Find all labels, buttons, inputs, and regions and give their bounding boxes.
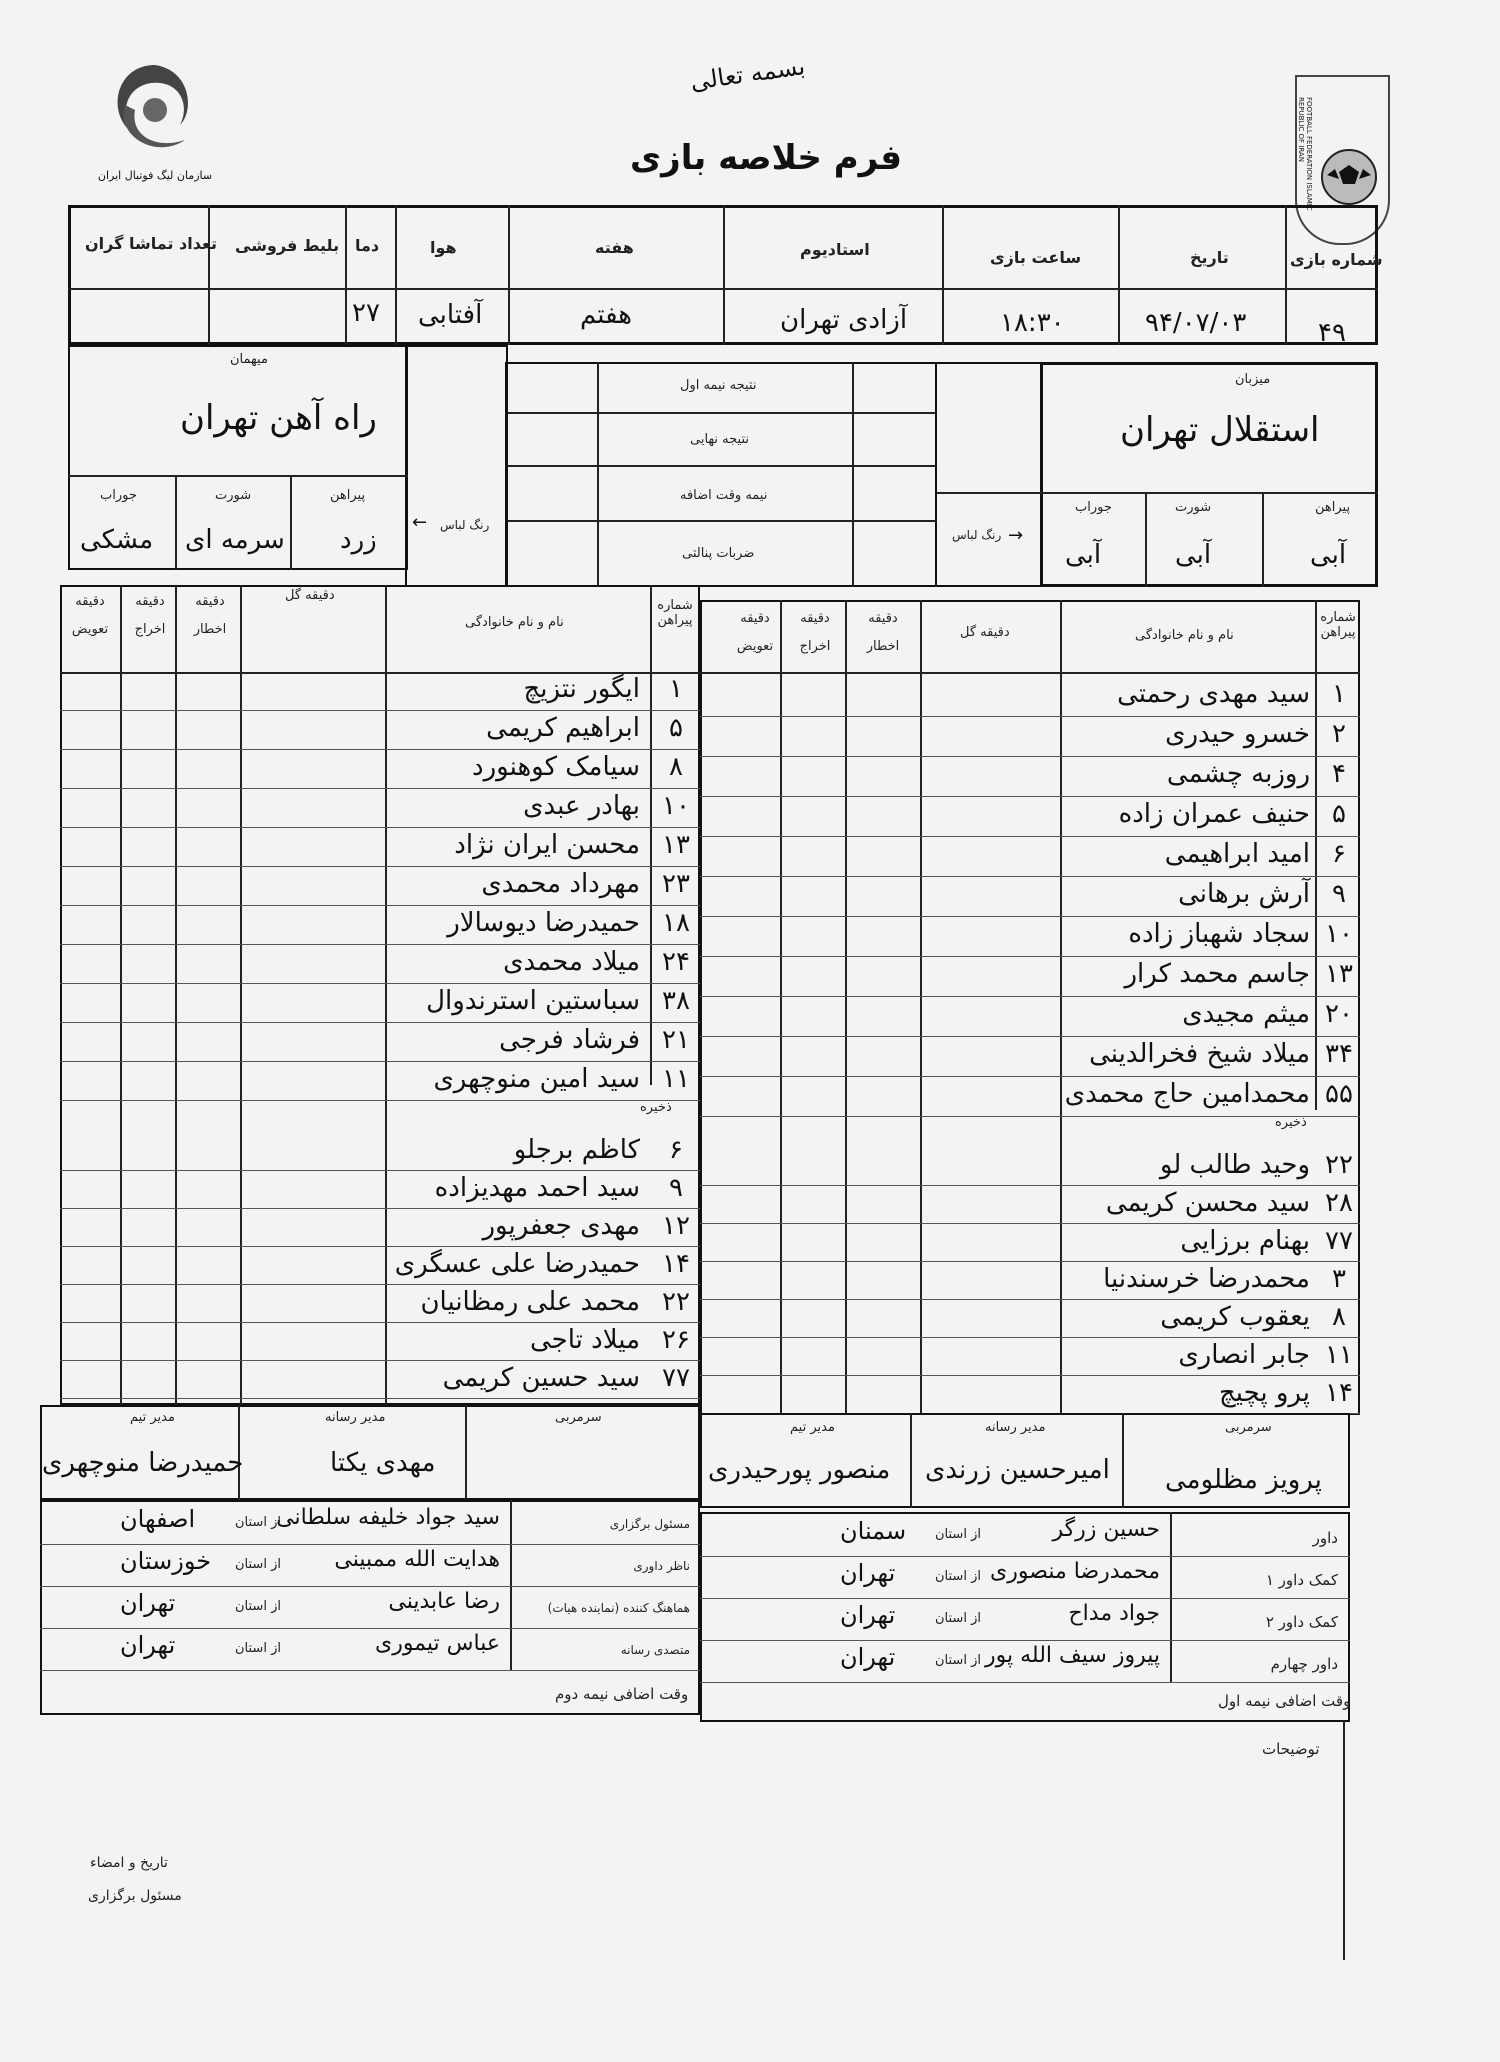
referee-row <box>700 1515 1350 1557</box>
from-province-label: از استان <box>235 1515 281 1530</box>
guest-shirt-label: پیراهن <box>330 488 366 503</box>
shirt-number: ۹ <box>669 1173 683 1203</box>
from-province-label: از استان <box>935 1653 981 1668</box>
shirt-number: ۵ <box>1332 799 1346 829</box>
organizer-row <box>40 1587 700 1629</box>
result-final: نتیجه نهایی <box>690 432 749 447</box>
referee-row <box>700 1641 1350 1683</box>
referee-role: کمک داور ۱ <box>1265 1571 1338 1589</box>
league-logo-text: سازمان لیگ فوتبال ایران <box>97 169 213 182</box>
host-socks-value: آبی <box>1065 540 1102 570</box>
host-manager-value: منصور پورحیدری <box>708 1455 891 1485</box>
organizer-province: تهران <box>120 1589 176 1617</box>
label-weather: هوا <box>430 238 457 257</box>
player-name: سید مهدی رحمتی <box>1117 679 1310 709</box>
player-name: مهدی جعفرپور <box>482 1211 640 1241</box>
page-right-border <box>1343 1720 1345 1960</box>
player-name: خسرو حیدری <box>1165 719 1310 749</box>
from-province-label: از استان <box>235 1557 281 1572</box>
shirt-number: ۵۵ <box>1325 1079 1353 1109</box>
guest-media-value: مهدی یکتا <box>330 1448 436 1478</box>
referee-name: حسین زرگر <box>1052 1517 1160 1542</box>
guest-reserve-row <box>60 1209 700 1247</box>
host-media-value: امیرحسین زرندی <box>925 1455 1110 1485</box>
guest-player-row <box>60 984 700 1023</box>
shirt-number: ۲۴ <box>662 947 690 977</box>
shirt-number: ۶ <box>1332 839 1346 869</box>
host-shorts-label: شورت <box>1175 500 1212 515</box>
host-player-row <box>700 837 1360 877</box>
host-kit-box <box>935 362 1043 587</box>
referee-role: داور چهارم <box>1270 1655 1338 1673</box>
host-reserve-row <box>700 1262 1360 1300</box>
stadium-value: آزادی تهران <box>780 305 908 335</box>
host-player-row <box>700 997 1360 1037</box>
notes-label: توضیحات <box>1262 1740 1320 1758</box>
referee-row <box>700 1557 1350 1599</box>
player-name: محمد علی رمظانیان <box>420 1287 640 1317</box>
organizer-row <box>40 1503 700 1545</box>
guest-header-sub: دقیقه تعویض <box>71 594 109 637</box>
shirt-number: ۲۳ <box>662 869 690 899</box>
organizer-province: تهران <box>120 1631 176 1659</box>
shirt-number: ۱ <box>1332 679 1346 709</box>
host-player-row <box>700 917 1360 957</box>
bismillah: بسمه تعالی <box>688 52 807 96</box>
match-no-value: ۴۹ <box>1318 318 1346 348</box>
guest-kit-box <box>405 345 508 587</box>
host-header-sendoff: دقیقه اخراج <box>799 611 831 654</box>
referee-province: تهران <box>840 1559 896 1587</box>
from-province-label: از استان <box>935 1611 981 1626</box>
signature-organizer-label: مسئول برگزاری <box>88 1888 182 1904</box>
host-coach-value: پرویز مظلومی <box>1165 1465 1322 1495</box>
organizer-row <box>40 1629 700 1671</box>
player-name: سید احمد مهدیزاده <box>434 1173 640 1203</box>
host-reserve-row <box>700 1300 1360 1338</box>
player-name: محمدامین حاج محمدی <box>1064 1079 1310 1109</box>
player-name: حمیدرضا علی عسگری <box>394 1249 640 1279</box>
guest-kit-label: رنگ لباس <box>440 518 490 532</box>
shirt-number: ۸ <box>1332 1302 1346 1332</box>
guest-reserves-label: ذخیره <box>640 1100 672 1115</box>
shirt-number: ۱۸ <box>662 908 690 938</box>
label-time: ساعت بازی <box>990 248 1082 267</box>
guest-socks-label: جوراب <box>100 488 137 503</box>
shirt-number: ۳ <box>1332 1264 1346 1294</box>
player-name: جابر انصاری <box>1178 1340 1310 1370</box>
label-tickets: بلیط فروشی <box>235 236 340 255</box>
guest-player-row <box>60 828 700 867</box>
federation-logo-text: FOOTBALL FEDERATION ISLAMIC REPUBLIC OF IRAN <box>1297 97 1313 211</box>
host-shirt-label: پیراهن <box>1315 500 1351 515</box>
shirt-number: ۱۳ <box>1325 959 1353 989</box>
guest-player-row <box>60 672 700 711</box>
from-province-label: از استان <box>935 1527 981 1542</box>
player-name: بهادر عبدی <box>523 791 640 821</box>
extra-time-second-half: وقت اضافی نیمه دوم <box>555 1685 689 1703</box>
label-spectators: تعداد تماشا گران <box>85 234 217 253</box>
player-name: کاظم برجلو <box>513 1135 640 1165</box>
guest-player-row <box>60 867 700 906</box>
host-header-warning: دقیقه اخطار <box>866 611 900 654</box>
guest-manager-label: مدیر تیم <box>130 1410 175 1425</box>
label-stadium: استادیوم <box>800 240 870 259</box>
player-name: سجاد شهباز زاده <box>1128 919 1310 949</box>
shirt-number: ۱۳ <box>662 830 690 860</box>
weather-value: آفتابی <box>418 300 483 330</box>
guest-player-row <box>60 906 700 945</box>
organizer-name: عباس تیموری <box>374 1631 500 1656</box>
shirt-number: ۴ <box>1332 759 1346 789</box>
guest-header-sendoff: دقیقه اخراج <box>134 594 166 637</box>
extra-time-first-half: وقت اضافی نیمه اول <box>1218 1692 1351 1710</box>
host-header-name: نام و نام خانوادگی <box>1135 628 1234 643</box>
player-name: وحید طالب لو <box>1159 1150 1310 1180</box>
label-week: هفته <box>595 238 634 257</box>
shirt-number: ۲۲ <box>662 1287 690 1317</box>
from-province-label: از استان <box>235 1599 281 1614</box>
guest-player-row <box>60 750 700 789</box>
guest-reserve-row <box>60 1171 700 1209</box>
label-temp: دما <box>355 236 380 255</box>
referee-role: کمک داور ۲ <box>1265 1613 1338 1631</box>
player-name: میثم مجیدی <box>1182 999 1310 1029</box>
shirt-number: ۳۴ <box>1325 1039 1353 1069</box>
player-name: سید حسین کریمی <box>442 1363 640 1393</box>
organizer-row <box>40 1545 700 1587</box>
organizer-province: خوزستان <box>120 1547 212 1575</box>
player-name: سباستین استرندوال <box>426 986 640 1016</box>
guest-team-name: راه آهن تهران <box>180 398 377 438</box>
host-reserve-row <box>700 1224 1360 1262</box>
guest-kit-arrow-icon: ← <box>412 512 428 533</box>
player-name: جاسم محمد کرار <box>1124 959 1310 989</box>
host-reserve-row <box>700 1338 1360 1376</box>
host-kit-arrow-icon: → <box>1008 525 1024 546</box>
guest-shorts-value: سرمه ای <box>185 525 285 555</box>
league-swirl-icon <box>95 55 215 165</box>
host-reserve-row <box>700 1376 1360 1414</box>
host-header-sub: دقیقه تعویض <box>736 611 774 654</box>
guest-socks-value: مشکی <box>80 525 154 555</box>
temp-value: ۲۷ <box>352 298 380 328</box>
host-player-row <box>700 717 1360 757</box>
shirt-number: ۱۴ <box>662 1249 690 1279</box>
guest-media-label: مدیر رسانه <box>325 1410 386 1425</box>
player-name: سید امین منوچهری <box>433 1064 640 1094</box>
shirt-number: ۲۸ <box>1325 1188 1353 1218</box>
player-name: آرش برهانی <box>1178 879 1310 909</box>
referee-name: پیروز سیف الله پور <box>985 1643 1160 1668</box>
guest-header-goal: دقیقه گل <box>285 588 335 603</box>
shirt-number: ۲ <box>1332 719 1346 749</box>
time-value: ۱۸:۳۰ <box>1000 308 1065 338</box>
result-penalty: ضربات پنالتی <box>682 546 755 561</box>
player-name: یعقوب کریمی <box>1160 1302 1310 1332</box>
result-half: نتیجه نیمه اول <box>680 378 757 393</box>
player-name: حنیف عمران زاده <box>1118 799 1310 829</box>
player-name: محمدرضا خرسندنیا <box>1103 1264 1310 1294</box>
guest-reserve-row <box>60 1285 700 1323</box>
organizer-role: مسئول برگزاری <box>609 1517 690 1531</box>
result-extra: نیمه وقت اضافه <box>680 488 768 503</box>
shirt-number: ۷۷ <box>1325 1226 1353 1256</box>
shirt-number: ۶ <box>669 1135 683 1165</box>
guest-reserve-row <box>60 1361 700 1399</box>
shirt-number: ۲۲ <box>1325 1150 1353 1180</box>
player-name: سیامک کوهنورد <box>472 752 640 782</box>
from-province-label: از استان <box>235 1641 281 1656</box>
host-header-shirt-no: شماره پیراهن <box>1320 610 1356 640</box>
player-name: پرو پچیچ <box>1218 1378 1310 1408</box>
host-kit-label: رنگ لباس <box>952 528 1002 542</box>
host-socks-label: جوراب <box>1075 500 1112 515</box>
organizer-role: ناظر داوری <box>633 1559 690 1573</box>
host-player-row <box>700 797 1360 837</box>
host-shorts-value: آبی <box>1175 540 1212 570</box>
player-name: میلاد شیخ فخرالدینی <box>1089 1039 1310 1069</box>
week-value: هفتم <box>580 300 633 330</box>
organizer-name: رضا عابدینی <box>388 1589 500 1614</box>
player-name: مهرداد محمدی <box>481 869 640 899</box>
player-name: سید محسن کریمی <box>1105 1188 1310 1218</box>
organizer-role: هماهنگ کننده (نماینده هیات) <box>547 1601 690 1615</box>
player-name: فرشاد فرجی <box>499 1025 640 1055</box>
host-reserve-row <box>700 1186 1360 1224</box>
host-player-row <box>700 877 1360 917</box>
form-title: فرم خلاصه بازی <box>630 138 903 178</box>
shirt-number: ۱۲ <box>662 1211 690 1241</box>
referee-role: داور <box>1312 1529 1338 1547</box>
guest-player-row <box>60 945 700 984</box>
host-player-row <box>700 757 1360 797</box>
player-name: محسن ایران نژاد <box>454 830 640 860</box>
host-shirt-value: آبی <box>1310 540 1347 570</box>
host-label: میزبان <box>1235 372 1271 387</box>
guest-shirt-value: زرد <box>340 525 377 555</box>
player-name: حمیدرضا دیوسالار <box>447 908 640 938</box>
from-province-label: از استان <box>935 1569 981 1584</box>
shirt-number: ۲۶ <box>662 1325 690 1355</box>
shirt-number: ۱۰ <box>662 791 690 821</box>
organizer-province: اصفهان <box>120 1505 196 1533</box>
label-date: تاریخ <box>1190 248 1229 267</box>
shirt-number: ۲۰ <box>1325 999 1353 1029</box>
shirt-number: ۷۷ <box>662 1363 690 1393</box>
league-logo <box>95 55 215 185</box>
host-manager-label: مدیر تیم <box>790 1420 835 1435</box>
player-name: ایگور نتزیچ <box>523 674 640 704</box>
shirt-number: ۵ <box>669 713 683 743</box>
shirt-number: ۱ <box>669 674 683 704</box>
shirt-number: ۱۴ <box>1325 1378 1353 1408</box>
organizer-name: سید جواد خلیفه سلطانی <box>276 1505 500 1530</box>
guest-player-row <box>60 1062 700 1101</box>
referee-province: سمنان <box>840 1517 907 1545</box>
host-player-row <box>700 957 1360 997</box>
player-name: میلاد محمدی <box>503 947 640 977</box>
shirt-number: ۸ <box>669 752 683 782</box>
host-player-row <box>700 1077 1360 1117</box>
organizer-name: هدایت الله ممبینی <box>334 1547 500 1572</box>
guest-player-row <box>60 1023 700 1062</box>
guest-manager-value: حمیدرضا منوچهری <box>42 1448 244 1478</box>
guest-header-name: نام و نام خانوادگی <box>465 615 564 630</box>
referee-row <box>700 1599 1350 1641</box>
shirt-number: ۱۱ <box>1325 1340 1353 1370</box>
player-name: امید ابراهیمی <box>1164 839 1310 869</box>
shirt-number: ۲۱ <box>662 1025 690 1055</box>
host-media-label: مدیر رسانه <box>985 1420 1046 1435</box>
signature-date-label: تاریخ و امضاء <box>90 1855 168 1871</box>
organizer-role: متصدی رسانه <box>620 1643 690 1657</box>
guest-reserve-row <box>60 1247 700 1285</box>
player-name: میلاد تاجی <box>529 1325 640 1355</box>
host-team-name: استقلال تهران <box>1120 410 1320 450</box>
shirt-number: ۹ <box>1332 879 1346 909</box>
guest-player-row <box>60 711 700 750</box>
shirt-number: ۳۸ <box>662 986 690 1016</box>
player-name: بهنام برزایی <box>1180 1226 1310 1256</box>
player-name: روزبه چشمی <box>1166 759 1310 789</box>
guest-player-row <box>60 789 700 828</box>
referee-province: تهران <box>840 1643 896 1671</box>
shirt-number: ۱۱ <box>662 1064 690 1094</box>
referee-name: محمدرضا منصوری <box>990 1559 1160 1584</box>
host-reserves-label: ذخیره <box>1275 1115 1307 1130</box>
host-player-row <box>700 1037 1360 1077</box>
guest-reserve-row <box>60 1323 700 1361</box>
label-match-no: شماره بازی <box>1290 250 1383 269</box>
guest-header-warning: دقیقه اخطار <box>193 594 227 637</box>
date-value: ۹۴/۰۷/۰۳ <box>1145 308 1247 338</box>
guest-coach-label: سرمربی <box>555 1410 602 1425</box>
host-reserve-row <box>700 1148 1360 1186</box>
guest-reserve-row <box>60 1133 700 1171</box>
referee-province: تهران <box>840 1601 896 1629</box>
player-name: ابراهیم کریمی <box>486 713 640 743</box>
guest-label: میهمان <box>230 352 268 367</box>
football-icon <box>1319 147 1379 207</box>
guest-shorts-label: شورت <box>215 488 252 503</box>
shirt-number: ۱۰ <box>1325 919 1353 949</box>
host-coach-label: سرمربی <box>1225 1420 1272 1435</box>
host-header-goal: دقیقه گل <box>960 625 1010 640</box>
referee-name: جواد مداح <box>1068 1601 1160 1626</box>
guest-header-shirt-no: شماره پیراهن <box>657 598 693 628</box>
host-player-row <box>700 677 1360 717</box>
